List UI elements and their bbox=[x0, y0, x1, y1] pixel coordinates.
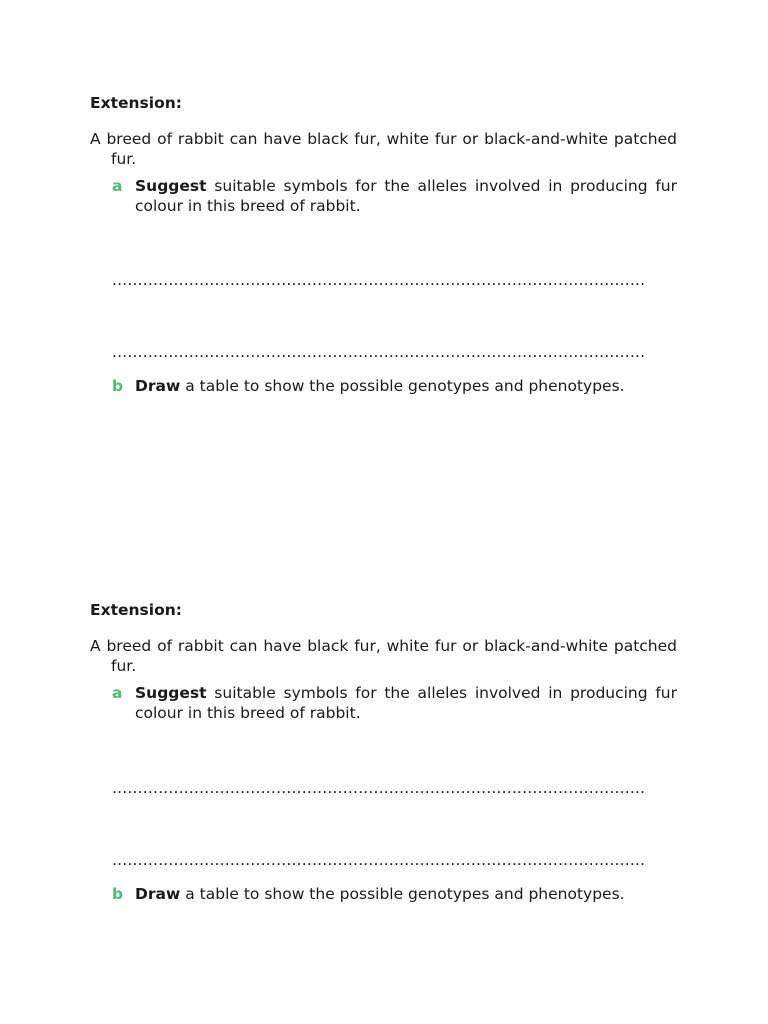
answer-line[interactable]: ........................................................................................................ bbox=[112, 852, 646, 868]
part-letter: b bbox=[112, 885, 124, 903]
part-text: suitable symbols for the alleles involved in producing fur colour in this breed of rabbit. bbox=[135, 684, 677, 722]
section-heading: Extension: bbox=[90, 601, 182, 619]
question-part-a bbox=[112, 176, 677, 216]
part-text: suitable symbols for the alleles involved in producing fur colour in this breed of rabbit. bbox=[135, 177, 677, 215]
question-intro: A breed of rabbit can have black fur, white fur or black-and-white patched fur. bbox=[90, 637, 677, 675]
command-word: Suggest bbox=[135, 177, 207, 195]
question-part-b bbox=[112, 376, 700, 396]
section-heading: Extension: bbox=[90, 94, 182, 112]
command-word: Draw bbox=[135, 885, 181, 903]
part-text: a table to show the possible genotypes and phenotypes. bbox=[180, 377, 625, 395]
part-letter: a bbox=[112, 684, 123, 702]
question-intro: A breed of rabbit can have black fur, white fur or black-and-white patched fur. bbox=[90, 130, 677, 168]
answer-line[interactable]: ........................................................................................................ bbox=[112, 780, 646, 796]
part-letter: b bbox=[112, 377, 124, 395]
question-part-b bbox=[112, 884, 700, 904]
answer-line[interactable]: ........................................................................................................ bbox=[112, 272, 646, 288]
extension-section-2 bbox=[90, 600, 677, 723]
command-word: Suggest bbox=[135, 684, 207, 702]
question-part-a bbox=[112, 683, 677, 723]
answer-line[interactable]: ........................................................................................................ bbox=[112, 344, 646, 360]
part-letter: a bbox=[112, 177, 123, 195]
part-text: a table to show the possible genotypes and phenotypes. bbox=[180, 885, 625, 903]
extension-section-1 bbox=[90, 93, 677, 216]
command-word: Draw bbox=[135, 377, 181, 395]
